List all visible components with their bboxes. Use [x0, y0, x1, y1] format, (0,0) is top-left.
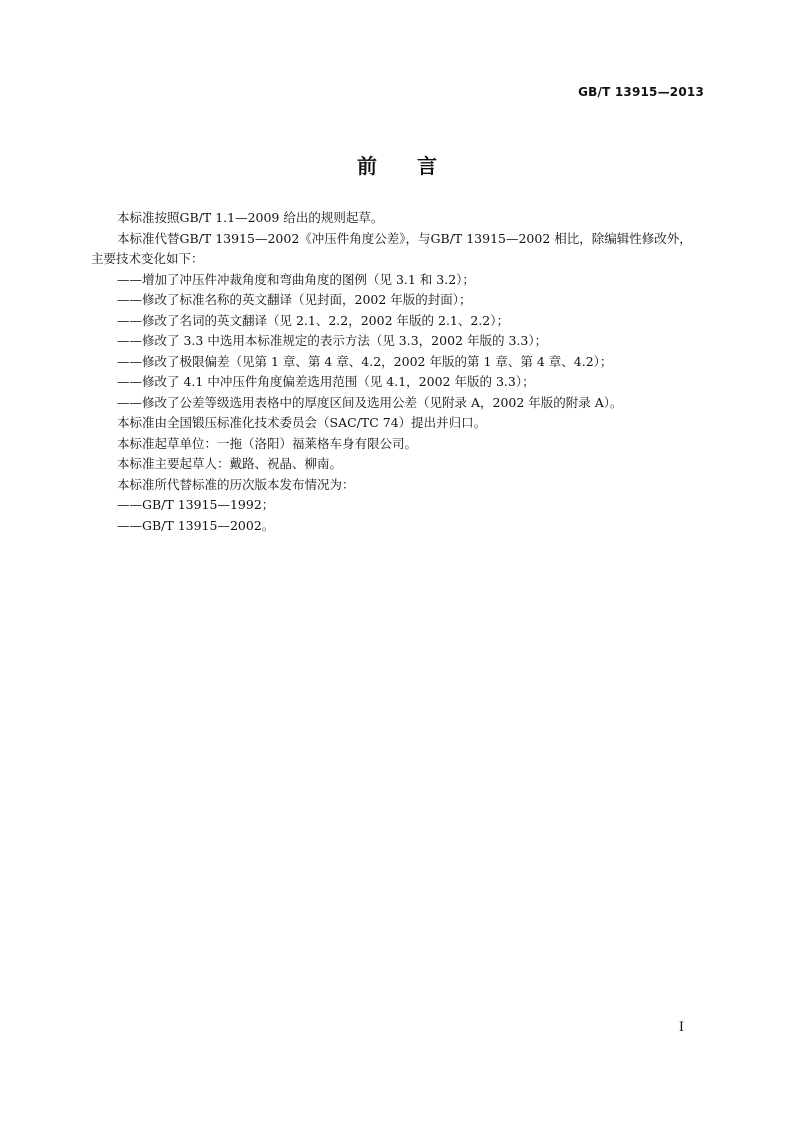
- history-item: ——GB/T 13915—2002。: [117, 517, 275, 533]
- change-item: ——修改了名词的英文翻译（见 2.1、2.2，2002 年版的 2.1、2.2）；: [117, 312, 509, 328]
- page-number: I: [678, 1020, 684, 1035]
- change-item: ——修改了 3.3 中选用本标准规定的表示方法（见 3.3，2002 年版的 3.3）；: [117, 333, 548, 348]
- change-item: ——修改了极限偏差（见第 1 章、第 4 章、4.2，2002 年版的第 1 章、第 4 章、4.2）；: [117, 353, 613, 369]
- paragraph-replacement-line1: 本标准代替GB/T 13915—2002《冲压件角度公差》，与GB/T 13915—2002 相比，除编辑性修改外，: [117, 230, 692, 246]
- change-item: ——修改了 4.1 中冲压件角度偏差选用范围（见 4.1，2002 年版的 3.3）；: [117, 374, 535, 389]
- history-item: ——GB/T 13915—1992；: [117, 497, 275, 512]
- change-item: ——增加了冲压件冲裁角度和弯曲角度的图例（见 3.1 和 3.2）；: [117, 271, 475, 287]
- paragraph-drafters: 本标准主要起草人：戴路、祝晶、柳南。: [117, 456, 343, 471]
- change-item: ——修改了公差等级选用表格中的厚度区间及选用公差（见附录 A，2002 年版的附录 A）。: [117, 394, 623, 410]
- paragraph-history-intro: 本标准所代替标准的历次版本发布情况为：: [117, 476, 355, 492]
- foreword-body: [91, 208, 706, 536]
- paragraph-drafting-unit: 本标准起草单位：一拖（洛阳）福莱格车身有限公司。: [117, 435, 418, 451]
- paragraph-replacement-line2: 主要技术变化如下：: [91, 251, 204, 266]
- change-item: ——修改了标准名称的英文翻译（见封面，2002 年版的封面）；: [117, 292, 472, 307]
- page-title: 前言: [357, 154, 477, 178]
- standard-number: GB/T 13915—2013: [578, 85, 704, 99]
- paragraph-drafting-rules: 本标准按照GB/T 1.1—2009 给出的规则起草。: [117, 210, 384, 225]
- paragraph-proposed-by: 本标准由全国锻压标准化技术委员会（SAC/TC 74）提出并归口。: [117, 415, 487, 430]
